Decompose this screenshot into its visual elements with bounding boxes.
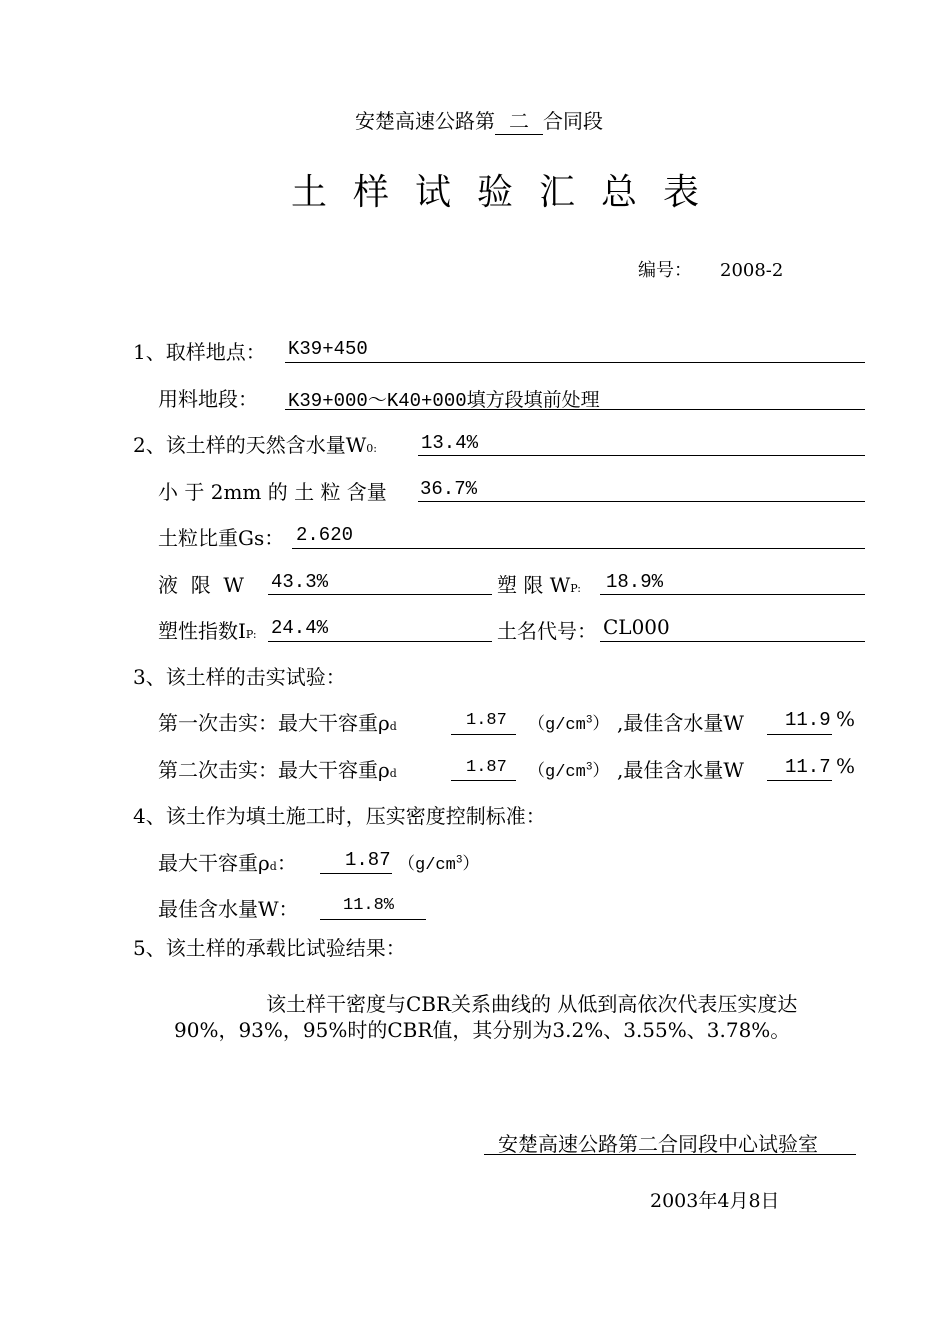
percent-sign: % xyxy=(836,707,856,731)
underline xyxy=(600,641,865,642)
second-compaction-label: 第二次击实：最大干容重ρd xyxy=(158,758,397,782)
underline xyxy=(767,780,832,781)
usage-section-label: 用料地段： xyxy=(158,387,258,411)
underline xyxy=(320,919,426,920)
optimum-moisture-standard-label: 最佳含水量W： xyxy=(158,897,299,921)
natural-moisture-label: 2、该土样的天然含水量W0: xyxy=(133,433,377,457)
underline xyxy=(418,501,865,502)
plastic-limit-label: 塑 限 WP: xyxy=(497,573,581,597)
cbr-result-line-2: 90%，93%，95%时的CBR值，其分别为3.2%、3.55%、3.78%。 xyxy=(174,1018,791,1042)
sampling-location-label: 1、取样地点： xyxy=(133,340,266,364)
liquid-limit-value: 43.3% xyxy=(271,571,329,593)
max-dry-density-value: 1.87 xyxy=(345,849,391,871)
fine-particle-label: 小 于 2mm 的 土 粒 含量 xyxy=(158,480,387,504)
percent-sign: % xyxy=(836,754,856,778)
sampling-location-value: K39+450 xyxy=(288,338,368,360)
report-date: 2003年4月8日 xyxy=(650,1190,780,1212)
optimum-moisture-label: ,最佳含水量W xyxy=(617,711,744,735)
second-moisture-value: 11.7 xyxy=(785,756,831,778)
first-moisture-value: 11.9 xyxy=(785,709,831,731)
laboratory-name: 安楚高速公路第二合同段中心试验室 xyxy=(498,1132,818,1156)
specific-gravity-value: 2.620 xyxy=(296,524,354,546)
underline xyxy=(268,594,492,595)
plastic-limit-value: 18.9% xyxy=(606,571,664,593)
underline xyxy=(268,641,492,642)
soil-name-label: 土名代号： xyxy=(497,619,597,643)
specific-gravity-label: 土粒比重Gs： xyxy=(158,526,285,550)
fine-particle-value: 36.7% xyxy=(420,478,478,500)
contract-heading: 安楚高速公路第 二 合同段 xyxy=(355,105,603,135)
compaction-test-label: 3、该土样的击实试验： xyxy=(133,665,346,689)
liquid-limit-label: 液 限 W xyxy=(158,573,244,597)
underline xyxy=(292,548,865,549)
underline xyxy=(285,362,865,363)
usage-section-value: K39+000～K40+000填方段填前处理 xyxy=(288,390,600,412)
cbr-result-line-1: 该土样干密度与CBR关系曲线的 从低到高依次代表压实度达 xyxy=(266,992,798,1016)
underline xyxy=(418,455,865,456)
underline xyxy=(285,409,865,410)
compaction-standard-label: 4、该土作为填土施工时，压实密度控制标准： xyxy=(133,804,546,828)
underline xyxy=(767,734,832,735)
optimum-moisture-standard-value: 11.8% xyxy=(343,896,395,915)
max-dry-density-label: 最大干容重ρd： xyxy=(158,851,297,875)
first-density-value: 1.87 xyxy=(466,711,507,730)
cbr-test-label: 5、该土样的承载比试验结果： xyxy=(133,936,406,960)
contract-number: 二 xyxy=(495,105,543,135)
plasticity-index-label: 塑性指数IP: xyxy=(158,619,257,643)
second-density-value: 1.87 xyxy=(466,758,507,777)
page-title: 土样试验汇总表 xyxy=(291,172,726,213)
density-unit: $(g/cm^3)$ xyxy=(398,854,480,875)
underline xyxy=(320,873,392,874)
optimum-moisture-label: ,最佳含水量W xyxy=(617,758,744,782)
plasticity-index-value: 24.4% xyxy=(271,617,329,639)
first-compaction-label: 第一次击实：最大干容重ρd xyxy=(158,711,397,735)
underline xyxy=(484,1154,856,1155)
underline xyxy=(451,780,516,781)
document-code: 编号： 2008-2 xyxy=(638,260,784,281)
soil-name-value: CL000 xyxy=(603,615,670,639)
underline xyxy=(600,594,865,595)
natural-moisture-value: 13.4% xyxy=(421,432,479,454)
density-unit: $(g/cm^3)$ xyxy=(528,761,610,782)
underline xyxy=(451,734,516,735)
density-unit: $(g/cm^3)$ xyxy=(528,714,610,735)
